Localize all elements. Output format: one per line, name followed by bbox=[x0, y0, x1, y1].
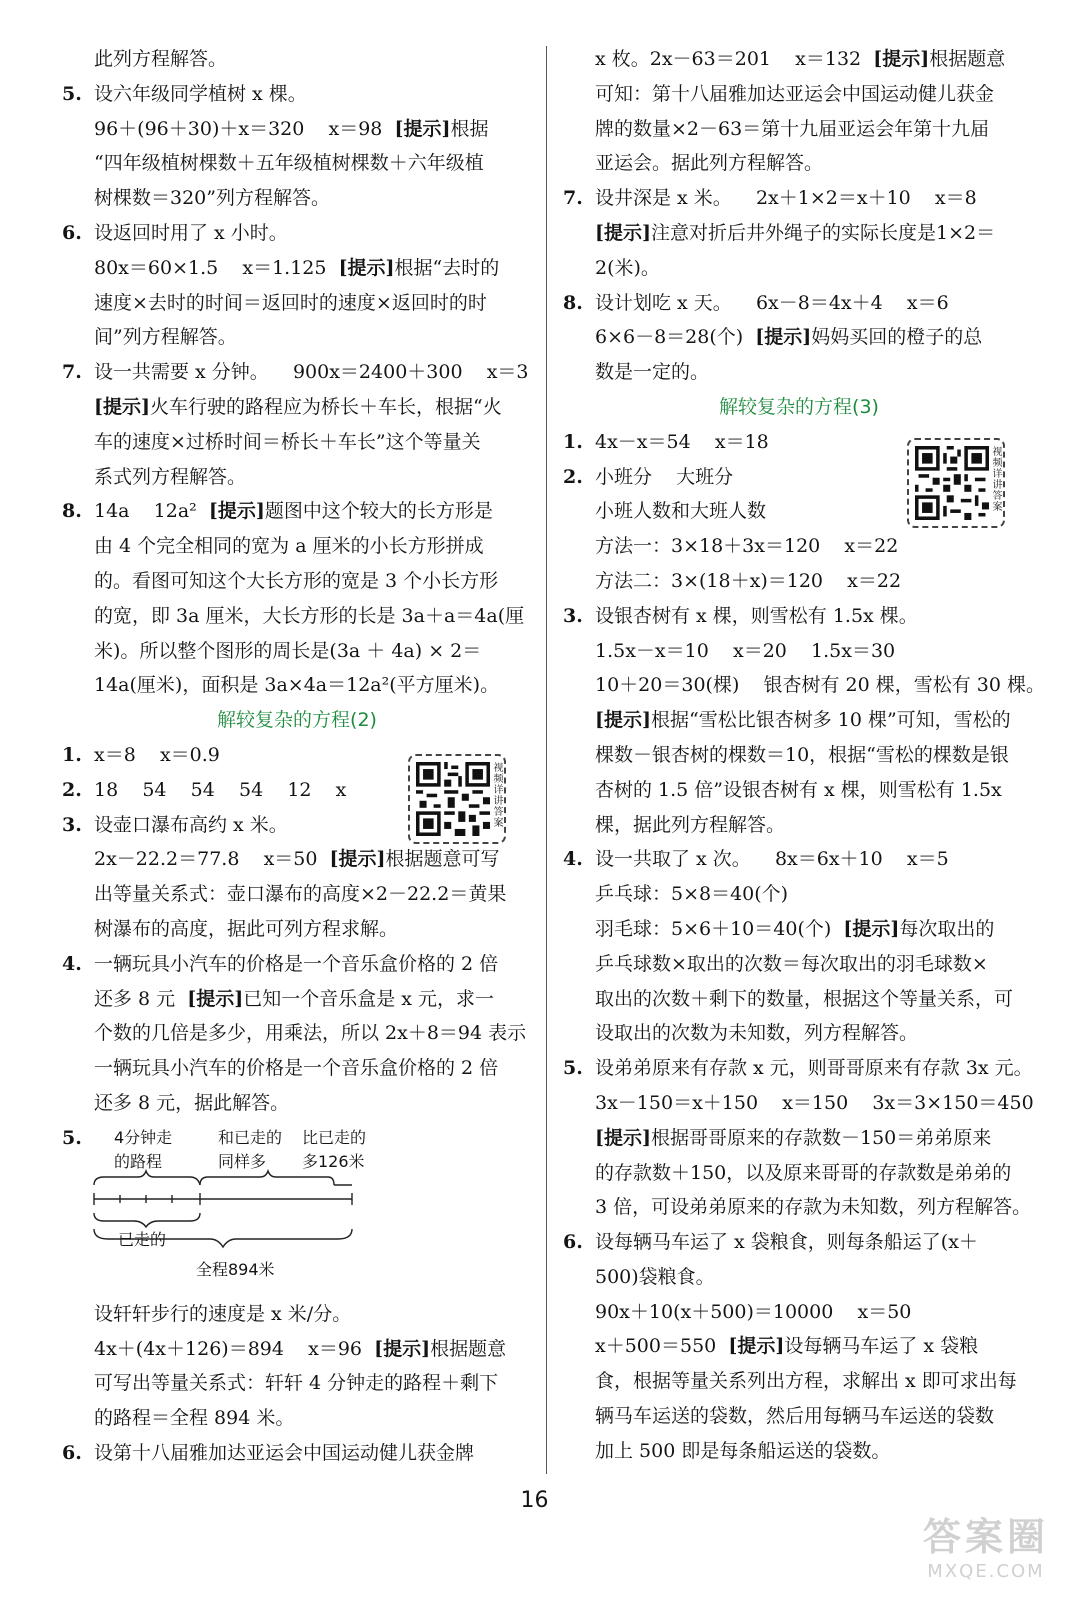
equation: 80x＝60×1.5 x＝1.125 bbox=[94, 256, 339, 279]
question-number: 4. bbox=[563, 848, 583, 871]
question-number: 4. bbox=[62, 952, 82, 975]
text-line: 设返回时用了 x 小时。 bbox=[94, 221, 288, 244]
text-line: 设弟弟原来有存款 x 元，则哥哥原来有存款 3x 元。 bbox=[595, 1057, 1033, 1080]
text-line: 的宽，即 3a 厘米，大长方形的长是 3a＋a＝4a(厘 bbox=[94, 604, 525, 627]
hint-tag: [提示] bbox=[208, 500, 265, 523]
watermark-logo: 答案圈 bbox=[922, 1515, 1049, 1559]
question-number: 2. bbox=[62, 778, 82, 801]
text-line: 取出的次数＋剩下的数量，根据这个等量关系，可 bbox=[595, 987, 1014, 1010]
hint-tag: [提示] bbox=[873, 48, 930, 70]
watermark-url: MXQE.COM bbox=[927, 1561, 1045, 1582]
qr-code-icon bbox=[915, 446, 989, 520]
hint-tag: [提示] bbox=[338, 256, 395, 279]
text-line: 一辆玩具小汽车的价格是一个音乐盒价格的 2 倍 bbox=[94, 952, 499, 975]
text-line: 小班分 大班分 bbox=[595, 465, 734, 488]
watermark bbox=[923, 1506, 1049, 1582]
diagram-label: 同样多 bbox=[218, 1151, 267, 1171]
right-column bbox=[563, 42, 1046, 1469]
hint-tag: [提示] bbox=[329, 848, 386, 871]
text-line: 14a(厘米)，面积是 3a×4a＝12a²(平方厘米)。 bbox=[94, 674, 500, 697]
question-number: 1. bbox=[563, 430, 583, 453]
text-line: 牌的数量×2－63＝第十九届亚运会年第十九届 bbox=[595, 117, 990, 140]
hint-tag: [提示] bbox=[394, 117, 451, 140]
question-number: 2. bbox=[563, 465, 583, 488]
text-line: 根据“雪松比银杏树多 10 棵”可知，雪松的 bbox=[650, 709, 1011, 732]
text-line: 棵，据此列方程解答。 bbox=[595, 813, 786, 836]
hint-tag: [提示] bbox=[843, 917, 900, 940]
equation: 6×6－8＝28(个) bbox=[595, 326, 756, 349]
text-line: 数是一定的。 bbox=[595, 361, 710, 384]
text-line: 的路程＝全程 894 米。 bbox=[94, 1407, 295, 1430]
qr-label: 视频详讲答案 bbox=[491, 762, 502, 828]
question-number: 6. bbox=[62, 1441, 82, 1464]
answer-text: 4x－x＝54 x＝18 bbox=[595, 430, 769, 453]
diagram-label: 4分钟走 bbox=[114, 1127, 173, 1147]
question-number: 3. bbox=[62, 813, 82, 836]
text-line: 树瀑布的高度，据此可列方程求解。 bbox=[94, 917, 399, 940]
text-line: 可知：第十八届雅加达亚运会中国运动健儿获金 bbox=[595, 82, 995, 105]
hint-tag: [提示] bbox=[755, 326, 812, 349]
qr-code[interactable] bbox=[408, 754, 506, 844]
text-line: 3 倍，可设弟弟原来的存款为未知数，列方程解答。 bbox=[595, 1196, 1032, 1219]
question-number: 5. bbox=[62, 82, 82, 105]
text-line: 乒乓球：5×8＝40(个) bbox=[595, 883, 789, 906]
text-line: 的。看图可知这个大长方形的宽是 3 个小长方形 bbox=[94, 569, 499, 592]
text-line: 小班人数和大班人数 bbox=[595, 500, 767, 523]
text-line: 设第十八届雅加达亚运会中国运动健儿获金牌 bbox=[94, 1441, 475, 1464]
question-number: 6. bbox=[563, 1231, 583, 1254]
text-line: 10＋20＝30(棵) 银杏树有 20 棵，雪松有 30 棵。 bbox=[595, 674, 1046, 697]
hint-tag: [提示] bbox=[595, 709, 651, 732]
text-line: 设一共需要 x 分钟。 900x＝2400＋300 x＝3 bbox=[94, 361, 529, 384]
text-line: 方法一：3×18＋3x＝120 x＝22 bbox=[595, 535, 899, 558]
text-line: 设计划吃 x 天。 6x－8＝4x＋4 x＝6 bbox=[595, 291, 949, 314]
question-number: 6. bbox=[62, 221, 82, 244]
text-line: 车的速度×过桥时间＝桥长＋车长”这个等量关 bbox=[94, 430, 481, 453]
text-line: 可写出等量关系式：轩轩 4 分钟走的路程＋剩下 bbox=[94, 1372, 499, 1395]
text-line: 题图中这个较大的长方形是 bbox=[264, 500, 493, 523]
section-heading: 解较复杂的方程(2) bbox=[217, 709, 377, 732]
text-line: 根据题意可写 bbox=[385, 848, 500, 871]
diagram-label: 已走的 bbox=[118, 1229, 167, 1249]
text-line: 设每辆马车运了 x 袋粮 bbox=[784, 1335, 979, 1358]
text-line: 米)。所以整个图形的周长是(3a ＋ 4a) × 2＝ bbox=[94, 639, 482, 662]
text-line: 根据哥哥原来的存款数－150＝弟弟原来 bbox=[650, 1126, 992, 1149]
column-divider bbox=[546, 46, 547, 1474]
text-line: 食，根据等量关系列出方程，求解出 x 即可求出每 bbox=[595, 1370, 1017, 1393]
question-number: 8. bbox=[563, 291, 583, 314]
text-line: 注意对折后井外绳子的实际长度是1×2＝ bbox=[650, 221, 996, 244]
text-line: 杏树的 1.5 倍”设银杏树有 x 棵，则雪松有 1.5x bbox=[595, 778, 1002, 801]
text-line: 一辆玩具小汽车的价格是一个音乐盒价格的 2 倍 bbox=[94, 1057, 499, 1080]
text-line: 设银杏树有 x 棵，则雪松有 1.5x 棵。 bbox=[595, 604, 918, 627]
text-line: 还多 8 元，据此解答。 bbox=[94, 1091, 290, 1114]
qr-label: 视频详讲答案 bbox=[990, 446, 1001, 512]
text-line: 棵数－银杏树的棵数＝10，根据“雪松的棵数是银 bbox=[595, 743, 1009, 766]
qr-code[interactable] bbox=[907, 438, 1005, 528]
text-line: 方法二：3×(18＋x)＝120 x＝22 bbox=[595, 569, 902, 592]
equation: x 枚。2x－63＝201 x＝132 bbox=[595, 48, 874, 70]
text-line: 还多 8 元 bbox=[94, 987, 188, 1010]
equation: 14a 12a² bbox=[94, 500, 209, 523]
text-line: 个数的几倍是多少，用乘法，所以 2x＋8＝94 表示 bbox=[94, 1022, 527, 1045]
equation: 3x－150＝x＋150 x＝150 3x＝3×150＝450 bbox=[595, 1091, 1034, 1114]
answer-text: 18 54 54 54 12 x bbox=[94, 778, 347, 801]
equation: 4x＋(4x＋126)＝894 x＝96 bbox=[94, 1337, 375, 1360]
question-number: 1. bbox=[62, 743, 82, 766]
diagram-label: 的路程 bbox=[114, 1151, 163, 1171]
text-line: 亚运会。据此列方程解答。 bbox=[595, 152, 824, 175]
question-number: 8. bbox=[62, 500, 82, 523]
text-line: 羽毛球：5×6＋10＝40(个) bbox=[595, 917, 844, 940]
equation: 2x－22.2＝77.8 x＝50 bbox=[94, 848, 330, 871]
hint-tag: [提示] bbox=[595, 221, 651, 244]
question-number: 7. bbox=[62, 361, 82, 384]
segment-diagram bbox=[62, 1121, 532, 1297]
equation: 90x＋10(x＋500)＝10000 x＝50 bbox=[595, 1300, 912, 1323]
text-line: 系式列方程解答。 bbox=[94, 465, 247, 488]
equation: 96＋(96＋30)＋x＝320 x＝98 bbox=[94, 117, 395, 140]
diagram-label: 和已走的 bbox=[218, 1127, 283, 1147]
text-line: 此列方程解答。 bbox=[94, 48, 228, 70]
text-line: 2(米)。 bbox=[595, 256, 660, 279]
equation: 1.5x－x＝10 x＝20 1.5x＝30 bbox=[595, 639, 896, 662]
text-line: 根据题意 bbox=[929, 48, 1006, 70]
question-number: 3. bbox=[563, 604, 583, 627]
diagram-label: 全程894米 bbox=[196, 1259, 275, 1279]
text-line: 的存款数＋150，以及原来哥哥的存款数是弟弟的 bbox=[595, 1161, 1012, 1184]
question-number: 7. bbox=[563, 187, 583, 210]
text-line: 速度×去时的时间＝返回时的速度×返回时的时 bbox=[94, 291, 487, 314]
text-line: 设六年级同学植树 x 棵。 bbox=[94, 82, 307, 105]
text-line: 妈妈买回的橙子的总 bbox=[811, 326, 983, 349]
text-line: “四年级植树棵数＋五年级植树棵数＋六年级植 bbox=[94, 152, 484, 175]
text-line: 500)袋粮食。 bbox=[595, 1265, 715, 1288]
diagram-label: 比已走的 bbox=[302, 1127, 367, 1147]
hint-tag: [提示] bbox=[187, 987, 244, 1010]
text-line: 设壶口瀑布高约 x 米。 bbox=[94, 813, 288, 836]
hint-tag: [提示] bbox=[595, 1126, 651, 1149]
question-number: 5. bbox=[62, 1126, 82, 1149]
text-line: 每次取出的 bbox=[899, 917, 995, 940]
text-line: 辆马车运送的袋数，然后用每辆马车运送的袋数 bbox=[595, 1405, 995, 1428]
question-number: 5. bbox=[563, 1057, 583, 1080]
hint-tag: [提示] bbox=[728, 1335, 785, 1358]
text-line: 已知一个音乐盒是 x 元，求一 bbox=[243, 987, 495, 1010]
equation: x＋500＝550 bbox=[595, 1335, 729, 1358]
text-line: 火车行驶的路程应为桥长＋车长，根据“火 bbox=[149, 395, 502, 418]
answer-text: x＝8 x＝0.9 bbox=[94, 743, 220, 766]
text-line: 设一共取了 x 次。 8x＝6x＋10 x＝5 bbox=[595, 848, 949, 871]
hint-tag: [提示] bbox=[374, 1337, 431, 1360]
text-line: 根据“去时的 bbox=[394, 256, 500, 279]
text-line: 由 4 个完全相同的宽为 a 厘米的小长方形拼成 bbox=[94, 535, 484, 558]
section-heading: 解较复杂的方程(3) bbox=[719, 395, 879, 418]
text-line: 树棵数＝320”列方程解答。 bbox=[94, 187, 330, 210]
text-line: 设轩轩步行的速度是 x 米/分。 bbox=[94, 1302, 352, 1325]
qr-code-icon bbox=[416, 762, 490, 836]
text-line: 设取出的次数为未知数，列方程解答。 bbox=[595, 1022, 919, 1045]
text-line: 根据题意 bbox=[430, 1337, 507, 1360]
text-line: 出等量关系式：壶口瀑布的高度×2－22.2＝黄果 bbox=[94, 883, 507, 906]
text-line: 根据 bbox=[450, 117, 489, 140]
text-line: 乒乓球数×取出的次数＝每次取出的羽毛球数× bbox=[595, 952, 988, 975]
page-number: 16 bbox=[520, 1488, 549, 1513]
text-line: 设井深是 x 米。 2x＋1×2＝x＋10 x＝8 bbox=[595, 187, 977, 210]
diagram-label: 多126米 bbox=[302, 1151, 365, 1171]
hint-tag: [提示] bbox=[94, 395, 150, 418]
text-line: 加上 500 即是每条船运送的袋数。 bbox=[595, 1439, 891, 1462]
text-line: 间”列方程解答。 bbox=[94, 326, 237, 349]
text-line: 设每辆马车运了 x 袋粮食，则每条船运了(x＋ bbox=[595, 1231, 978, 1254]
